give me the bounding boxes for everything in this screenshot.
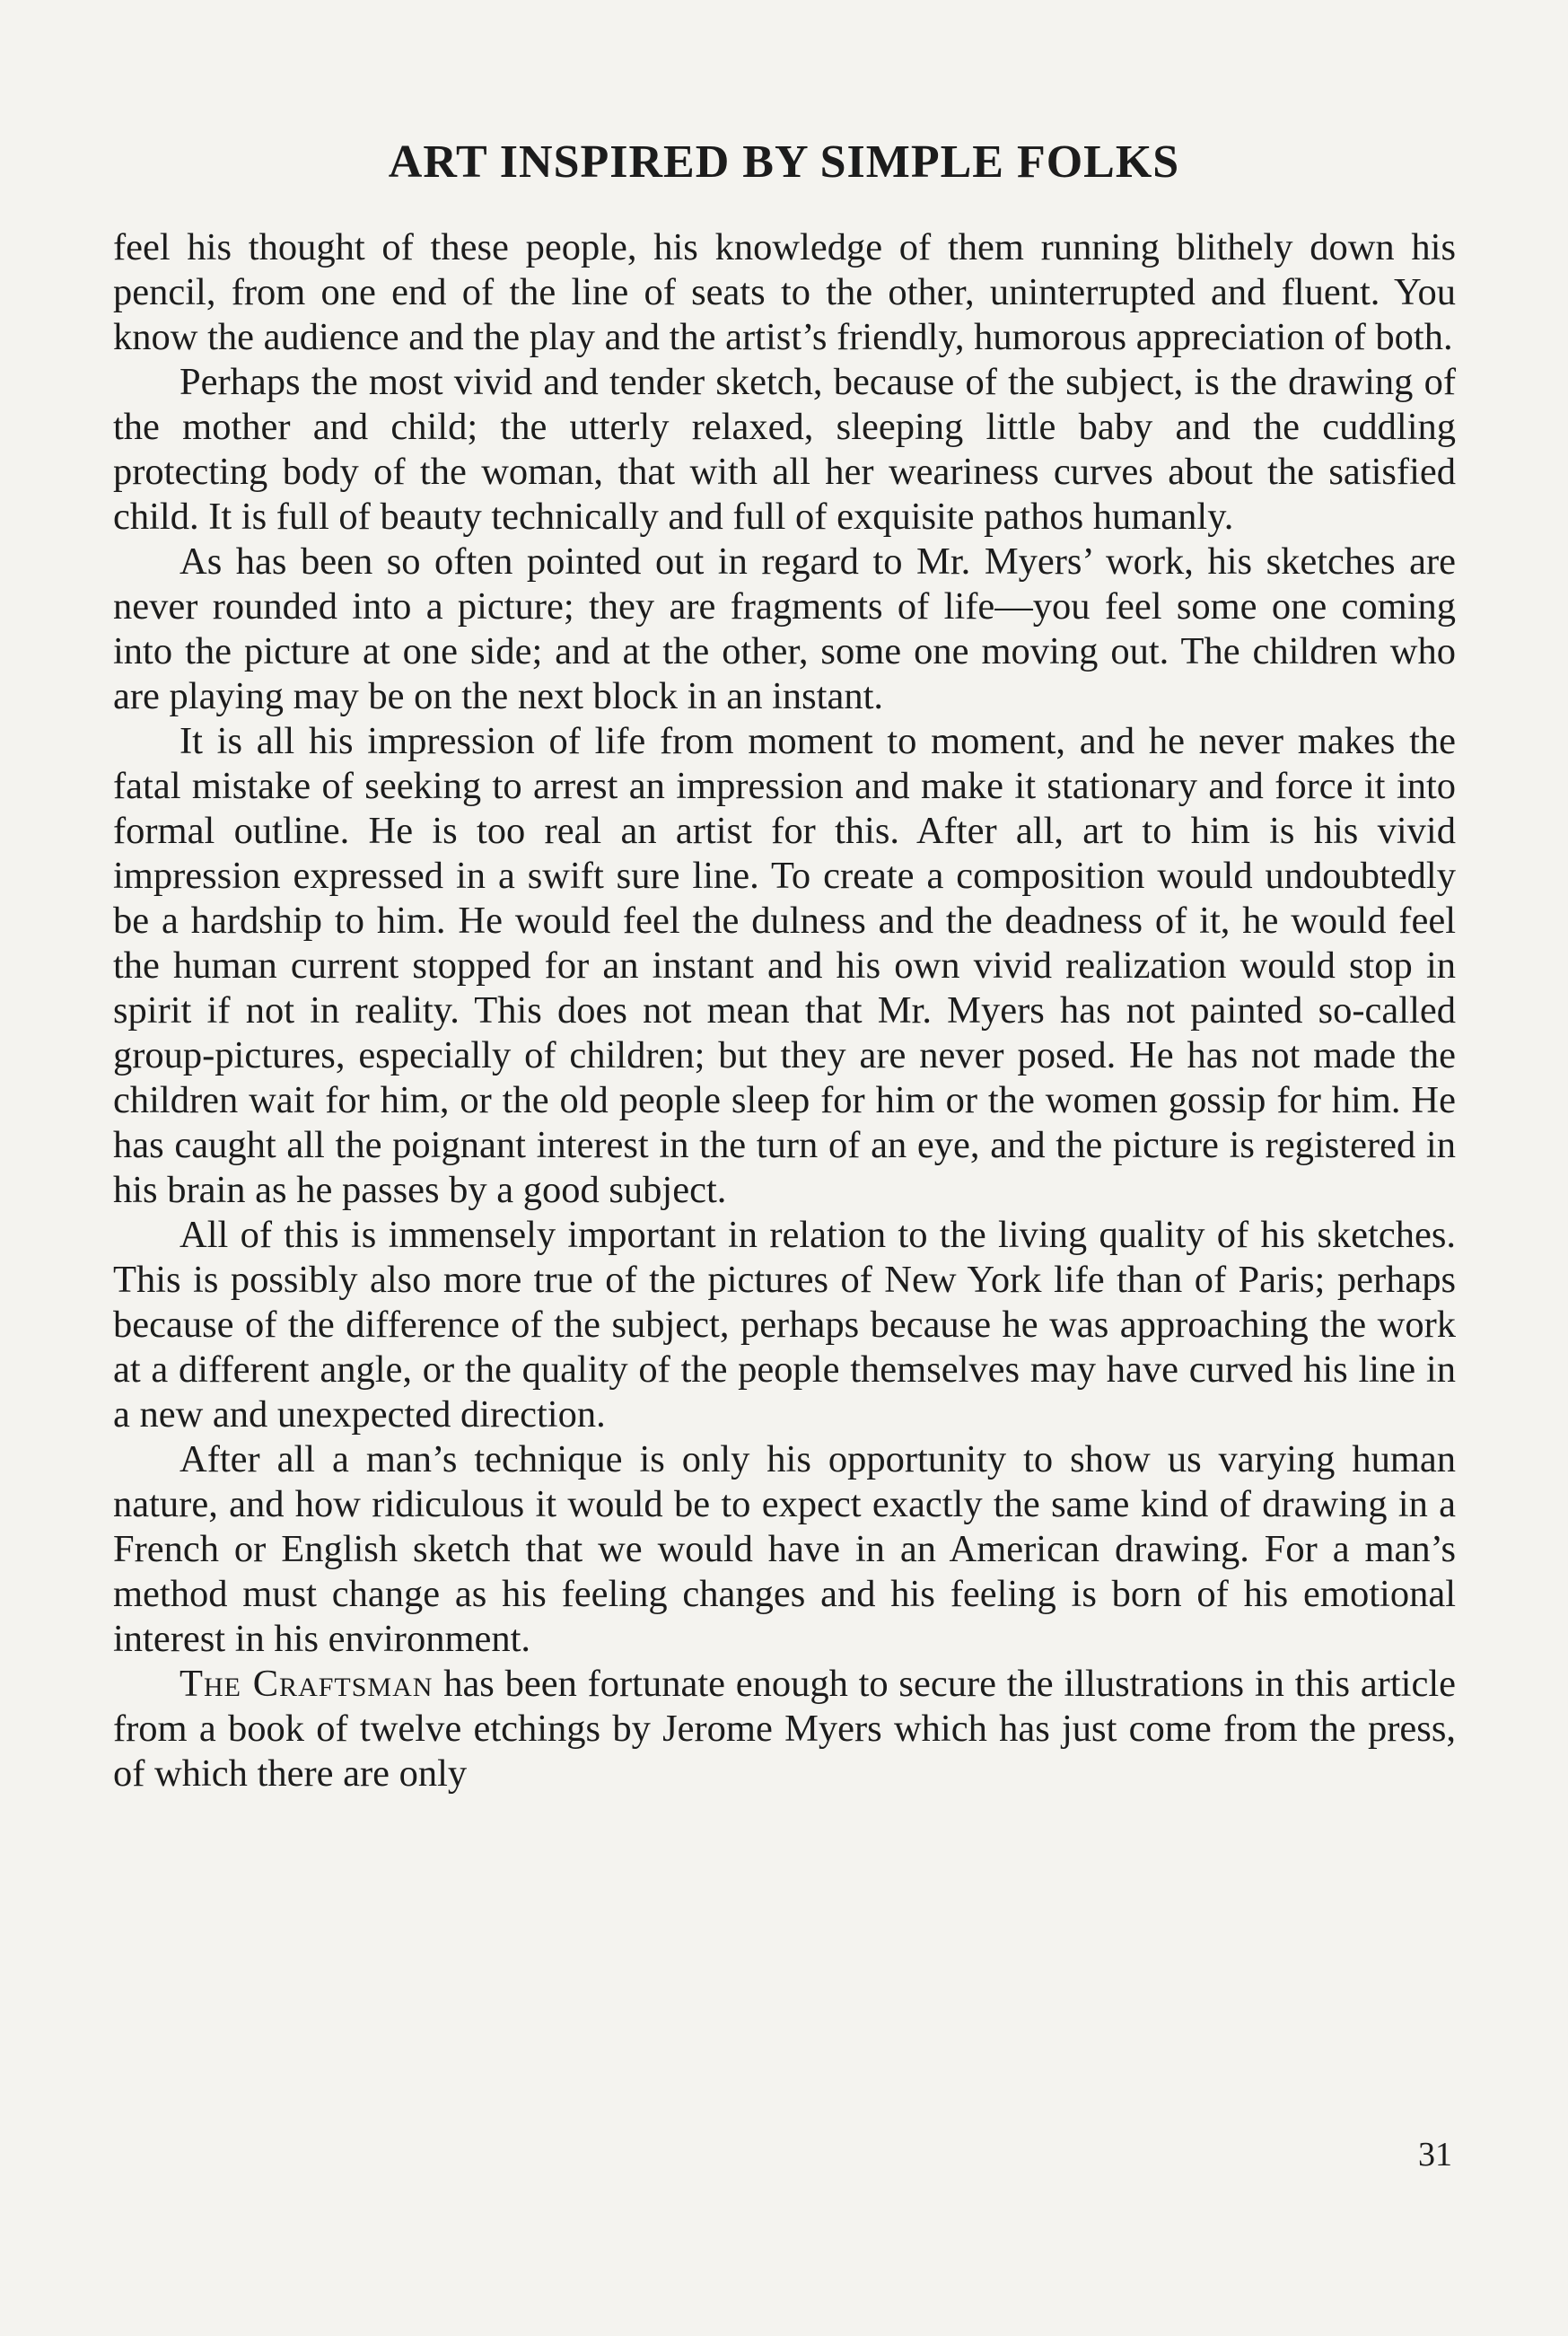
article-body: [113, 225, 1456, 1796]
paragraph: All of this is immensely important in relation to the living quality of his sketches. This is possibly also more true of the pictures of New York life than of Paris; perhaps because of the difference of the subject, perhaps because he was approaching the work at a different angle, or the quality of the people themselves may have curved his line in a new and unexpected direction.: [113, 1214, 1456, 1436]
paragraph-continued: feel his thought of these people, his knowledge of them running blithely down his pencil, from one end of the line of seats to the other, uninterrupted and fluent. You know the audience and the play and the artist’s friendly, humorous appreciation of both.: [113, 226, 1456, 358]
paragraph: As has been so often pointed out in regard to Mr. Myers’ work, his sketches are never rounded into a picture; they are fragments of life—you feel some one coming into the picture at one side; and at the other, some one moving out. The children who are playing may be on the next block in an instant.: [113, 540, 1456, 717]
paragraph: After all a man’s technique is only his opportunity to show us varying human nature, and how ridiculous it would be to expect exactly the same kind of drawing in a French or English sketch that we would have in an American drawing. For a man’s method must change as his feeling changes and his feeling is born of his emotional interest in his environment.: [113, 1438, 1456, 1660]
paragraph-final: [113, 1662, 1456, 1796]
magazine-name: The Craftsman: [180, 1663, 434, 1705]
running-title: ART INSPIRED BY SIMPLE FOLKS: [388, 136, 1180, 188]
page-number: 31: [1418, 2136, 1452, 2174]
paragraph: Perhaps the most vivid and tender sketch, because of the subject, is the drawing of the mother and child; the utterly relaxed, sleeping little baby and the cuddling protecting body of the woman, that with all her weariness curves about the satisfied child. It is full of beauty technically and full of exquisite pathos humanly.: [113, 361, 1456, 538]
paragraph: It is all his impression of life from moment to moment, and he never makes the fatal mistake of seeking to arrest an impression and make it stationary and force it into formal outline. He is too real an artist for this. After all, art to him is his vivid impression expressed in a swift sure line. To create a composition would undoubtedly be a hardship to him. He would feel the dulness and the deadness of it, he would feel the human current stopped for an instant and his own vivid realization would stop in spirit if not in reality. This does not mean that Mr. Myers has not painted so-called group-pictures, especially of children; but they are never posed. He has not made the children wait for him, or the old people sleep for him or the women gossip for him. He has caught all the poignant interest in the turn of an eye, and the picture is registered in his brain as he passes by a good subject.: [113, 720, 1456, 1211]
paragraph-text: has been fortunate enough to secure the illustrations in this article from a book of twelve etchings by Jerome Myers which has just come from the press, of which there are only: [113, 1663, 1456, 1795]
